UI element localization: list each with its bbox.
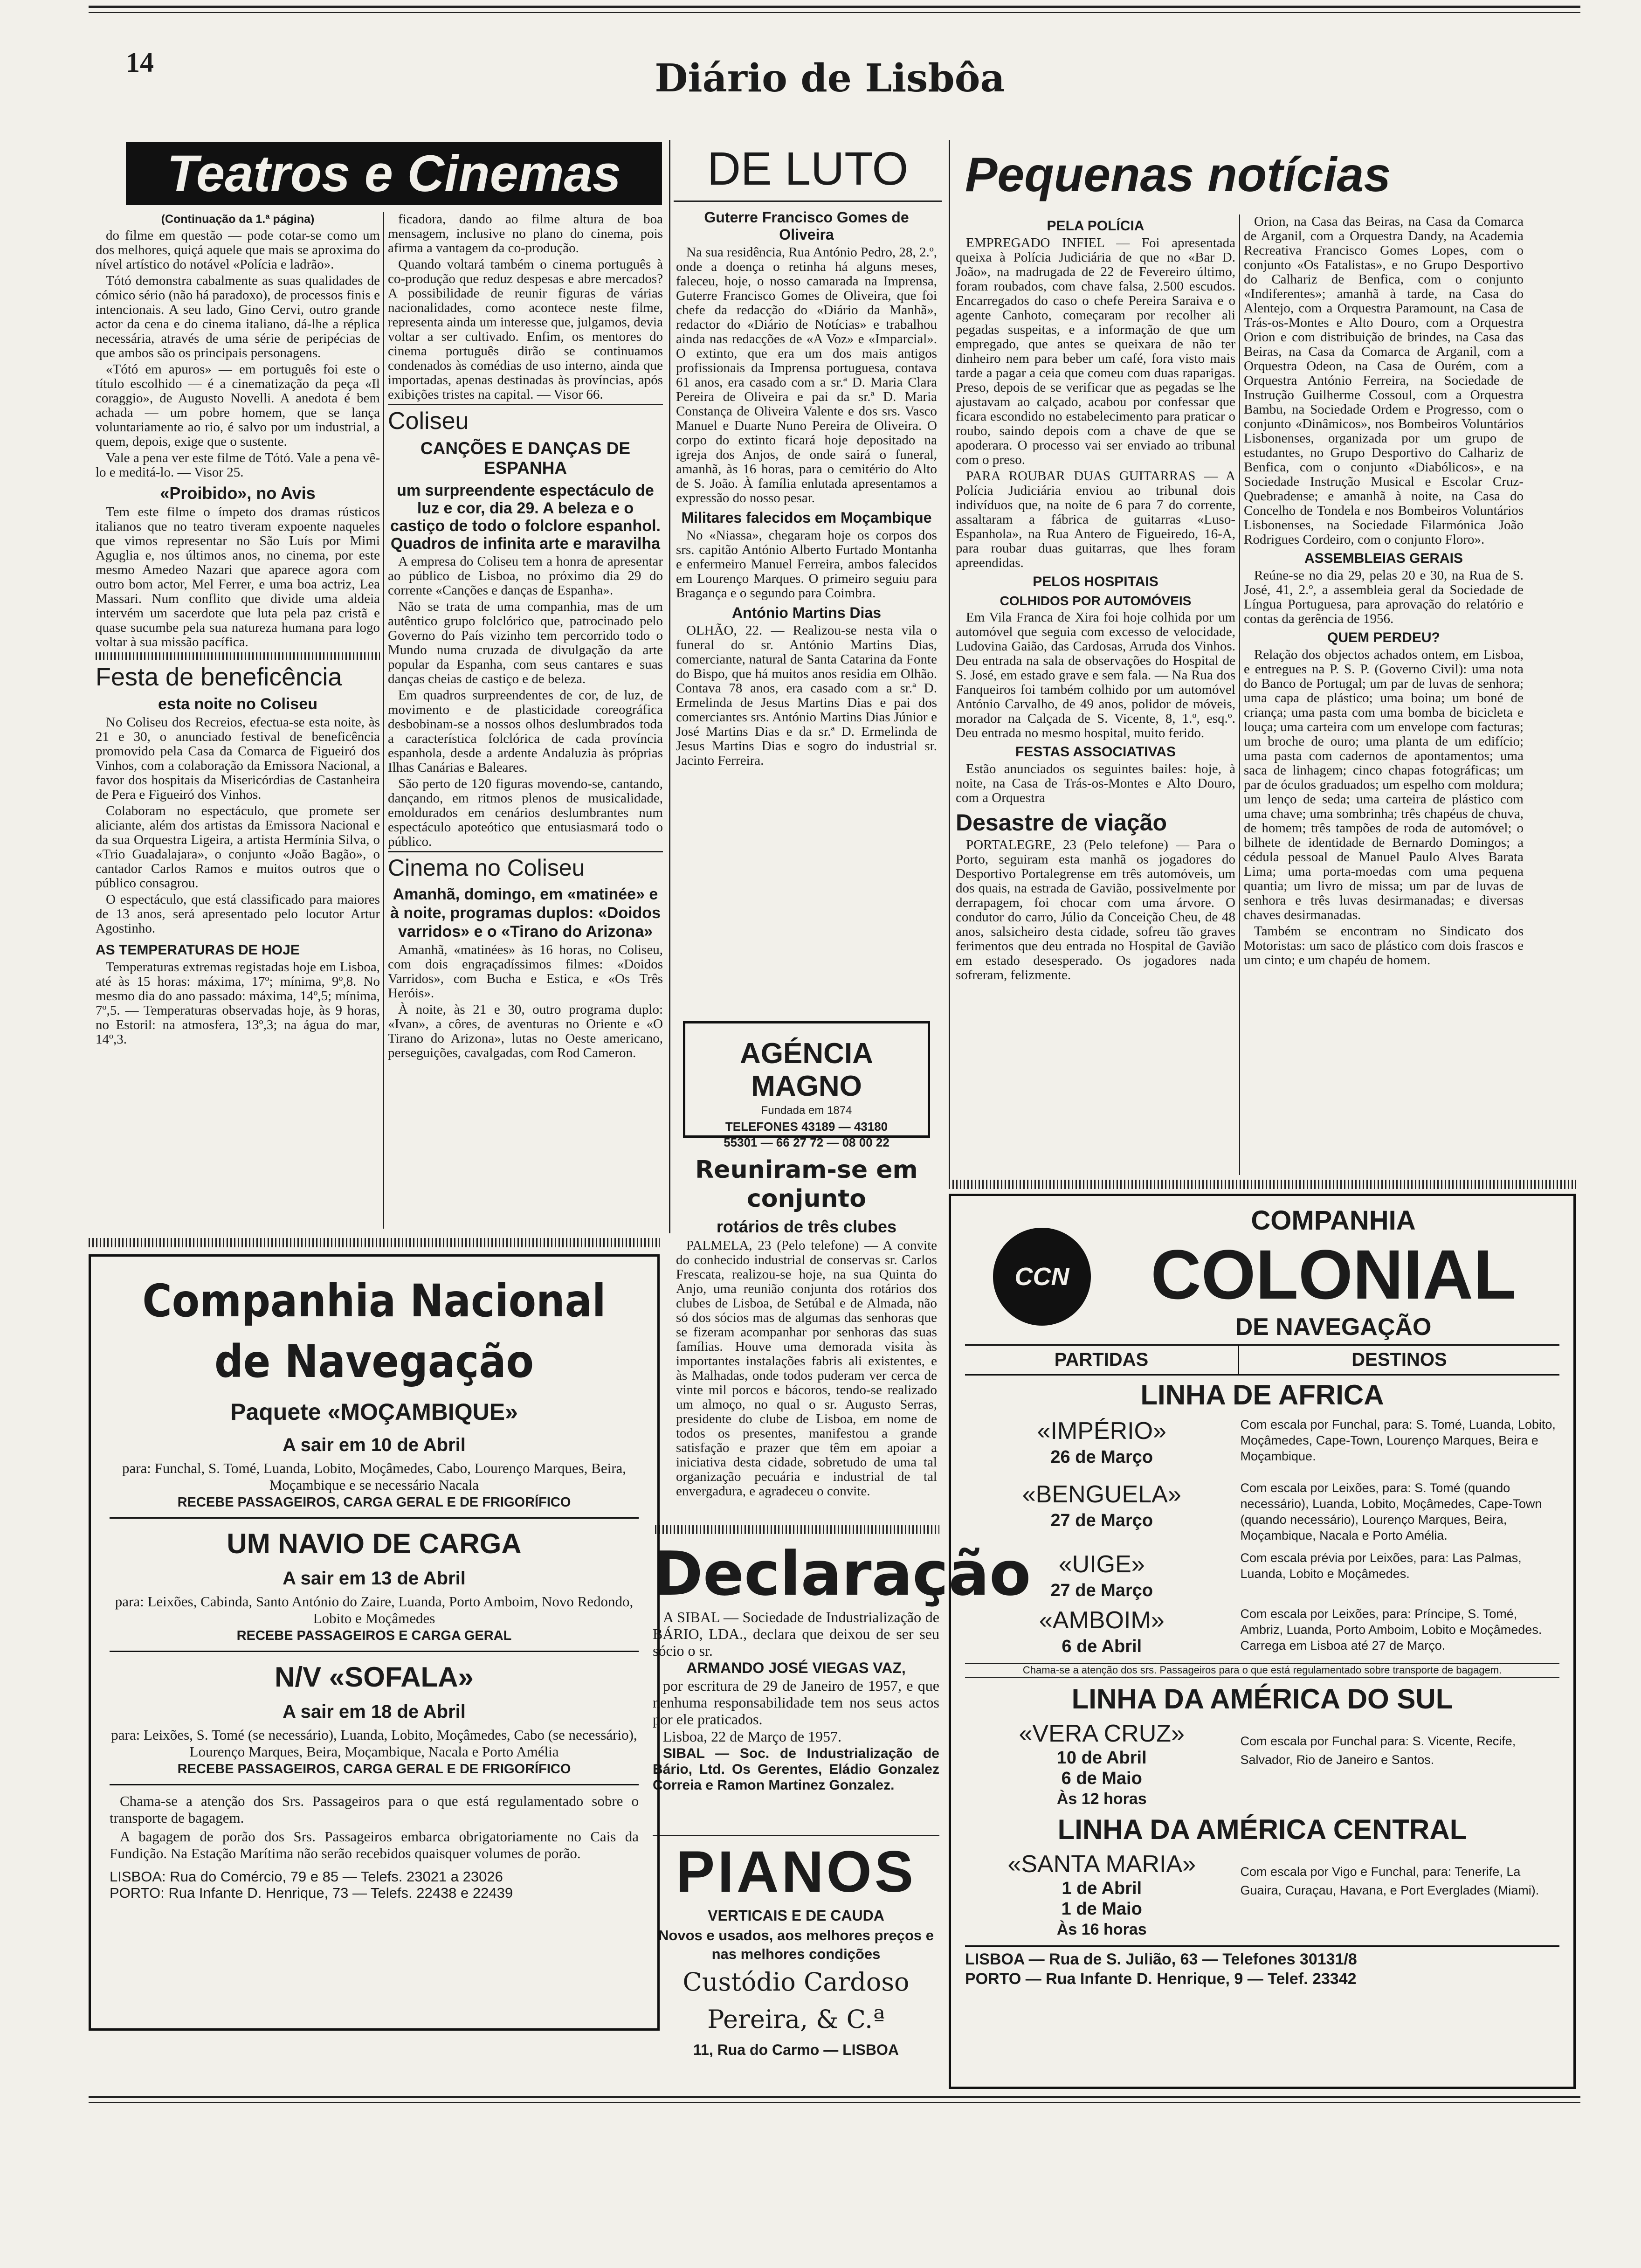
text-block: No Coliseu dos Recreios, efectua-se esta noite, às 21 e 30, o anunciado festival de beneficência promovido pela Casa da Comarca de Figueiró dos Vinhos, com a colaboração da Emissora Nacional, a favor dos hospitais da Misericórdias de Castanheira de Pera e Figueiró dos Vinhos. <box>96 715 380 802</box>
pianos-line: Novos e usados, aos melhores preços e nas melhores condições <box>658 1927 934 1962</box>
text-block: do filme em questão — pode cotar-se como um dos melhores, quiçá aquele que mais se aproxima do nível artístico do notável «Polícia e ladrão». <box>96 228 380 272</box>
text-block: «Tótó em apuros» — em português foi este o título escolhido — é a cinematização da peça «Il coraggio», de Augusto Novelli. A anedota é bem achada — um pobre homem, que se lança voluntariamente ao rio, é salvo por um industrial, a quem, depois, exige que o sustente. <box>96 362 380 449</box>
ship-name: «VERA CRUZ» <box>1019 1720 1185 1747</box>
route-row <box>965 1415 1559 1471</box>
ornamental-rule <box>89 1238 660 1247</box>
linha-sul: LINHA DA AMÉRICA DO SUL <box>1071 1683 1453 1715</box>
obituary-heading: Guterre Francisco Gomes de Oliveira <box>704 209 909 243</box>
text-block: PALMELA, 23 (Pelo telefone) — A convite do conhecido industrial de conservas sr. Carlos Frescata, realizou-se hoje, na sua Quinta do Anjo, uma reunião conjunta dos rotários dos clubes de Lisboa, de Setúbal e de Almada, não só dos sócios mas de algumas das senhoras que se fizeram acompanhar por senhoras das suas famílias. Houve uma demorada visita às importantes instalações fabris ali existentes, e às Malhadas, onde todos puderam ver cerca de vinte mil porcos e bácoros, tendo-se realizado um almoço, no qual o sr. Augusto Serras, presidente do clube de Lisboa, em nome de todos os presentes, manifestou a grande satisfação e prazer que têm em apoiar a iniciativa desta cidade, sobretudo de uma tal organização pecuária e industrial de tal envergadura, e agradeceu o convite. <box>676 1238 937 1499</box>
text-block: PORTALEGRE, 23 (Pelo telefone) — Para o Porto, seguiram esta manhã os jogadores do Desportivo Portalegrense em três automóveis, um dos quais, na estrada de Gavião, possivelmente por derrapagem, foi chocar com uma árvore. O condutor do carro, Júlio da Conceição Cheu, de 48 anos, salsicheiro desta cidade, sofreu tão graves ferimentos que deu entrada no Hospital de Gavião em estado desesperado. Os jogadores nada sofreram, felizmente. <box>956 837 1235 982</box>
rotarios-subheading: rotários de três clubes <box>716 1217 897 1236</box>
desastre-heading: Desastre de viação <box>956 809 1167 836</box>
route-destinations: Com escala por Funchal, para: S. Tomé, Luanda, Lobito, Moçâmedes, Cape-Town, Lourenço Marques, Beira e Moçambique. <box>1240 1418 1556 1463</box>
text-block: Na sua residência, Rua António Pedro, 28, 2.º, onde a doença o retinha há alguns meses, faleceu, hoje, o nosso camarada na Imprensa, Guterre Francisco Gomes de Oliveira, que foi chefe da redacção do «Diário da Manhã», redactor do «Diário de Notícias» e trabalhou ainda nas redacções de «A Voz» e «Imparcial». O extinto, que era um dos mais antigos profissionais da Imprensa portuguesa, contava 61 anos, era casado com a sr.ª D. Maria Clara Pereira de Oliveira e pai da sr.ª D. Maria Constança de Oliveira Valente e dos srs. Vasco Manuel e Duarte Nuno Pereira de Oliveira. O corpo do extinto ficará hoje depositado na igreja dos Anjos, de onde sairá o funeral, amanhã, às 16 horas, para o cemitério do Alto de S. João. À família enlutada apresentamos a expressão do nosso pesar. <box>676 245 937 505</box>
route-row <box>965 1545 1559 1604</box>
text-block: OLHÃO, 22. — Realizou-se nesta vila o funeral do sr. António Martins Dias, comerciante, natural de Santa Catarina da Fonte do Bispo, que há muitos anos residia em Olhão. Contava 78 anos, era casado com a sr.ª D. Ermelinda de Jesus Martins Dias e pai dos comerciantes srs. António Martins Dias Júnior e José Martins Dias e da sr.ª D. Ermelinda de Jesus Martins Dias e sogro do industrial sr. Jacinto Ferreira. <box>676 623 937 768</box>
text-block: São perto de 120 figuras movendo-se, cantando, dançando, em ritmos plenos de musicalidade, emoldurados em cenários deslumbrantes num espectáculo apoteótico que entusiasmará todo o público. <box>388 776 663 849</box>
teatros-banner: Teatros e Cinemas <box>126 142 662 205</box>
noticias-col-2 <box>1244 214 1524 1180</box>
ship-route: para: Leixões, S. Tomé (se necessário), Luanda, Lobito, Moçâmedes, Cabo (se necessário), Lourenço Marques, Beira, Moçambique, Nacala e Porto Amélia <box>111 1727 637 1760</box>
ship-date: 26 de Março <box>1050 1447 1153 1467</box>
pianos-title: PIANOS <box>676 1839 917 1904</box>
ship-date: 6 de Abril <box>1062 1637 1142 1656</box>
pianos-subtitle: VERTICAIS E DE CAUDA <box>708 1907 884 1924</box>
declaracao-ad <box>653 1538 1031 1828</box>
text-block: EMPREGADO INFIEL — Foi apresentada queixa à Polícia Judiciária de que no «Bar D. João», na madrugada de 22 de Fevereiro último, foram roubados, com chave falsa, 2.500 escudos. Encarregados do caso o chefe Pereira Saraiva e o agente Canhoto, começaram por recolher ali pegadas suspeitas, e a informação de que um empregado, que antes se queixara de não ter dinheiro nem para beber um café, fora visto mais tarde a pagar a ceia que comeu com duas raparigas. Preso, depois de se verificar que as pegadas se lhe ajustavam ao calçado, acabou por confessar que ficara escondido no estabelecimento para praticar o roubo, saindo depois com a chave de que se apoderara. O processo vai ser enviado ao tribunal com o preso. <box>956 235 1235 467</box>
ccn-logo: CCN <box>993 1228 1091 1326</box>
text-block: por escritura de 29 de Janeiro de 1957, e que nenhuma responsabilidade tem nos seus actos por ele praticados. <box>653 1677 939 1728</box>
section-heading: PELOS HOSPITAIS <box>1033 574 1158 589</box>
column-divider <box>383 212 384 1229</box>
cancoes-heading: CANÇÕES E DANÇAS DE ESPANHA <box>420 439 631 477</box>
text-block: A SIBAL — Sociedade de Industrialização de BÁRIO, LDA., declara que deixou de ser seu sócio o sr. <box>653 1609 939 1659</box>
ship-name: Paquete «MOÇAMBIQUE» <box>230 1399 518 1425</box>
ornamental-rule <box>949 1180 1576 1189</box>
agencia-phones: TELEFONES 43189 — 43180 <box>725 1120 888 1134</box>
ccn-column-header <box>965 1344 1559 1376</box>
ship-date: 6 de Maio <box>1061 1769 1142 1788</box>
text-block: Orion, na Casa das Beiras, na Casa da Comarca de Arganil, com a Orquestra Dandy, na Academia Recreativa Francisco Gomes Lopes, com o conjunto «Os Fatalistas», e no Grupo Desportivo do Calhariz de Benfica, com o conjunto «Indiferentes»; amanhã à tarde, na Casa do Alentejo, com a Orquestra Paramount, na Casa de Trás-os-Montes e Alto Douro, com a Orquestra Orion e com distribuição de brindes, na Casa das Beiras, na Casa da Comarca de Arganil, com a Orquestra Odeon, na Casa de Ourém, com a Orquestra António Ferreira, na Sociedade de Instrução Guilherme Cossoul, com a Orquestra Bambu, na Sociedade Ordem e Progresso, com o conjunto «Dinâmicos», nos Bombeiros Voluntários Lisbonenses, organizada por um grupo de estudantes, no Grupo Desportivo do Calhariz de Benfica, com o conjunto «Diabólicos», e na Sociedade Instrução Musical e Escolar Cruz-Quebradense; e amanhã à noite, na Casa do Concelho de Tondela e nos Bombeiros Voluntários Lisbonenses, na Sociedade Filarmónica João Rodrigues Cordeiro, com o conjunto Floro». <box>1244 214 1524 547</box>
rotarios-article <box>676 1152 937 1520</box>
festa-subheading: esta noite no Coliseu <box>158 695 317 713</box>
text-block: A empresa do Coliseu tem a honra de apresentar ao público de Lisboa, no próximo dia 29 do corrente «Canções e danças de Espanha». <box>388 554 663 598</box>
section-heading: ASSEMBLEIAS GERAIS <box>1304 551 1463 566</box>
cnn-title: Companhia Nacional de Navegação <box>142 1275 606 1388</box>
ccn-lisboa-address: LISBOA — Rua de S. Julião, 63 — Telefones 30131/8 <box>965 1950 1357 1968</box>
ccn-title-small: COMPANHIA <box>1251 1205 1416 1236</box>
text-block: Vale a pena ver este filme de Tótó. Vale a pena vê-lo e meditá-lo. — Visor 25. <box>96 450 380 480</box>
partidas-header: PARTIDAS <box>965 1345 1239 1375</box>
route-destinations: Com escala prévia por Leixões, para: Las Palmas, Luanda, Lobito e Moçâmedes. <box>1240 1551 1522 1581</box>
agencia-name: AGÉNCIA MAGNO <box>740 1037 873 1102</box>
text-block: Quando voltará também o cinema português à co-produção que reduz despesas e abre mercados? A possibilidade de reunir figuras de várias nacionalidades, como acontece neste filme, representa ainda um interesse que, julgamos, devia voltar a ser cultivado. Enfim, os mentores do cinema português dirão se continuamos condenados às comédias de uso interno, ainda que importadas, apenas destinadas às províncias, após exibições tristes na capital. — Visor 66. <box>388 257 663 402</box>
obituary-heading: Militares falecidos em Moçambique <box>681 509 932 526</box>
luto-banner: DE LUTO <box>707 143 909 195</box>
ship-date: 1 de Maio <box>1061 1899 1142 1919</box>
ship-route: para: Leixões, Cabinda, Santo António do Zaire, Luanda, Porto Amboim, Novo Redondo, Lobito e Moçâmedes <box>115 1593 634 1626</box>
route-destinations: Com escala por Vigo e Funchal, para: Tenerife, La Guaira, Curaçau, Havana, e Port Everglades (Miami). <box>1240 1865 1539 1897</box>
text-block: Estão anunciados os seguintes bailes: hoje, à noite, na Casa de Trás-os-Montes e Alto Douro, com a Orquestra <box>956 761 1235 805</box>
cnn-lisboa-address: LISBOA: Rua do Comércio, 79 e 85 — Telefs. 23021 a 23026 <box>110 1868 503 1885</box>
ship-date: 10 de Abril <box>1056 1748 1147 1768</box>
bottom-rule-thin <box>89 2102 1580 2103</box>
ship-date: A sair em 18 de Abril <box>283 1701 466 1722</box>
ship-name: «BENGUELA» <box>1022 1481 1181 1508</box>
text-block: Em quadros surpreendentes de cor, de luz, de movimento e de plasticidade coreográfica desbobinam-se a nossos olhos deslumbrados toda a característica folclórica de cada província espanhola, desde a ardente Andaluzia às próprias Ilhas Canárias e Baleares. <box>388 688 663 775</box>
route-table <box>965 1718 1559 1811</box>
festa-heading: Festa de beneficência <box>96 663 342 691</box>
ship-name: «AMBOIM» <box>1039 1607 1165 1634</box>
route-destinations: Com escala por Leixões, para: Príncipe, S. Tomé, Ambriz, Luanda, Porto Amboim, Lobito e Moçâmedes. Carrega em Lisboa até 27 de Março. <box>1240 1607 1542 1653</box>
noticias-col-1 <box>956 214 1235 1180</box>
temperaturas-heading: AS TEMPERATURAS DE HOJE <box>96 942 300 958</box>
teatros-col-2 <box>388 212 663 1233</box>
ship-name: «UIGE» <box>1058 1551 1145 1578</box>
teatros-col-1 <box>96 212 380 1233</box>
text-block: Em Vila Franca de Xira foi hoje colhida por um automóvel que seguia com excesso de velocidade, Ludovina Gaião, das Cardosas, Arruda dos Vinhos. Deu entrada na sala de observações do Hospital de S. José, em estado grave e sem fala. — Na Rua dos Fanqueiros foi também colhido por um automóvel António Carvalho, de 49 anos, polidor de móveis, morador na Calçada de S. Vicente, 8, 1.º, esq.º. Deu entrada no mesmo hospital, muito ferido. <box>956 610 1235 740</box>
top-rule <box>89 6 1580 8</box>
masthead: Diário de Lisbôa <box>655 56 1005 101</box>
continuation-note: (Continuação da 1.ª página) <box>161 213 315 226</box>
route-table <box>965 1848 1559 1942</box>
text-block: Amanhã, «matinées» às 16 horas, no Coliseu, com dois engraçadíssimos filmes: «Doidos Varridos», com Bucha e Estica, e «Os Três Heróis». <box>388 942 663 1001</box>
ship-name: N/V «SOFALA» <box>275 1661 474 1693</box>
ship-name: «IMPÉRIO» <box>1037 1418 1166 1445</box>
coliseu-label: Coliseu <box>388 404 663 435</box>
text-block: Colaboram no espectáculo, que promete ser aliciante, além dos artistas da Emissora Nacional e da sua Orquestra Ligeira, a artista Hermínia Silva, o «Trio Guadalajara», o conjunto «João Bagão», o cantador Carlos Ramos e muitos outros que o público consagrou. <box>96 803 380 891</box>
section-heading: QUEM PERDEU? <box>1327 630 1440 645</box>
ship-date: 27 de Março <box>1050 1511 1153 1530</box>
text-block: Relação dos objectos achados ontem, em Lisboa, e entregues na P. S. P. (Governo Civil): uma nota do Banco de Portugal; um par de luvas de senhora; uma capa de plástico; uma boina; um boné de criança; uma pasta com uma bomba de bicicleta e louça; uma carteira com um envelope com facturas; um broche de ouro; uma planta de um edifício; uma pasta com cadernos de apontamentos; uma saca de linhagem; cinco chapas fotográficas; um par de óculos graduados; um espelho com moldura; um lenço de seda; uma carteira de plástico com uma chave; uma sombrinha; três chapéus de chuva, de homem; três tampões de roda de automóvel; o bilhete de identidade de Bernardo Domingos; a cédula pessoal de Manuel Paulo Alves Barata Lima; uma porta-moedas com uma pequena quantia; um livro de missa; um par de luvas de senhora e três luvas desirmanadas; e diversas chaves desirmanadas. <box>1244 647 1524 922</box>
text-block: Reúne-se no dia 29, pelas 20 e 30, na Rua de S. José, 41, 2.º, a assembleia geral da Sociedade de Língua Portuguesa, para aprovação do relatório e contas da gerência de 1956. <box>1244 568 1524 626</box>
route-row <box>965 1471 1559 1545</box>
ship-route: para: Funchal, S. Tomé, Luanda, Lobito, Moçâmedes, Cabo, Lourenço Marques, Beira, Moçambique e se necessário Nacala <box>122 1460 627 1493</box>
ccn-porto-address: PORTO — Rua Infante D. Henrique, 9 — Telef. 23342 <box>965 1970 1357 1988</box>
declaracao-signature: SIBAL — Soc. de Industrialização de Bário, Ltd. Os Gerentes, Eládio Gonzalez Correia e Ramon Martinez Gonzalez. <box>653 1746 939 1793</box>
text-block: ficadora, dando ao filme altura de boa mensagem, inclusive no plano do cinema, pois afirma a vantagem da co-produção. <box>388 212 663 256</box>
text-block: Também se encontram no Sindicato dos Motoristas: um saco de plástico com dois frascos e um cinto; e um chapéu de homem. <box>1244 924 1524 968</box>
ship-date: 1 de Abril <box>1062 1879 1142 1898</box>
route-row <box>965 1718 1559 1811</box>
text-block: Não se trata de uma companhia, mas de um autêntico grupo folclórico que, patrocinado pelo Governo do País vizinho tem percorrido todo o Mundo numa cruzada de divulgação da arte popular da Espanha, com seus cantares e suas danças cheias de castiço e de beleza. <box>388 599 663 686</box>
linha-africa: LINHA DE AFRICA <box>1140 1379 1384 1411</box>
section-subheading: COLHIDOS POR AUTOMÓVEIS <box>1000 594 1192 608</box>
text-block: Temperaturas extremas registadas hoje em Lisboa, até às 15 horas: máxima, 17º; mínima, 9º,8. No mesmo dia do ano passado: máxima, 14º,5; mínima, 7º,5. — Temperaturas observadas hoje, às 9 horas, no Estoril: na atmosfera, 13º,3; na água do mar, 14º,3. <box>96 960 380 1047</box>
route-destinations: Com escala por Leixões, para: S. Tomé (quando necessário), Luanda, Lobito, Moçâmedes, Cape-Town (quando necessário), Lourenço Marques, Beira, Moçambique, Nacala e Porto Amélia. <box>1240 1481 1542 1542</box>
text-block: À noite, às 21 e 30, outro programa duplo: «Ivan», a côres, de aventuras no Oriente e «O Tirano do Arizona», lutas no Oeste americano, perseguições, cavalgadas, com Rod Cameron. <box>388 1002 663 1060</box>
cinema-label: Cinema no Coliseu <box>388 851 663 881</box>
section-rule <box>653 1835 939 1836</box>
text-block: Tótó demonstra cabalmente as suas qualidades de cómico sério (não há paradoxo), de processos finis e intencionais. A seu lado, Gino Cervi, outro grande actor da cena e do cinema italiano, dá-lhe a réplica necessária, através de uma série de peripécias de que ambos são os principais personagens. <box>96 273 380 360</box>
text-block: No «Niassa», chegaram hoje os corpos dos srs. capitão António Alberto Furtado Montanha e enfermeiro Manuel Ferreira, ambos falecidos em Lourenço Marques. O primeiro seguiu para Bragança e o segundo para Coimbra. <box>676 528 937 601</box>
ship-time: Às 16 horas <box>1056 1921 1147 1938</box>
noticias-banner: Pequenas notícias <box>965 148 1391 202</box>
declaracao-title: Declaração <box>653 1538 1031 1609</box>
pianos-shop: Custódio Cardoso Pereira, & C.ª <box>683 1967 910 2034</box>
ship-date: A sair em 13 de Abril <box>283 1568 466 1589</box>
ornamental-rule <box>96 652 380 660</box>
proibido-heading: «Proibido», no Avis <box>160 484 316 503</box>
ccn-title-big: COLONIAL <box>1151 1235 1516 1314</box>
ship-cargo-note: RECEBE PASSAGEIROS, CARGA GERAL E DE FRIGORÍFICO <box>177 1495 571 1510</box>
route-destinations: Com escala por Funchal para: S. Vicente, Recife, Salvador, Rio de Janeiro e Santos. <box>1240 1734 1516 1767</box>
declaracao-name: ARMANDO JOSÉ VIEGAS VAZ, <box>686 1660 906 1676</box>
pianos-ad <box>653 1839 939 2059</box>
cancoes-subheading: um surpreendente espectáculo de luz e cor, dia 29. A beleza e o castiço de todo o folclore espanhol. Quadros de infinita arte e maravilha <box>390 482 661 553</box>
declaracao-date: Lisboa, 22 de Março de 1957. <box>663 1728 842 1745</box>
baggage-note: Chama-se a atenção dos Srs. Passageiros para o que está regulamentado sobre o transporte de bagagem. <box>110 1793 639 1826</box>
column-divider <box>669 140 670 1233</box>
ship-name: «SANTA MARIA» <box>1007 1851 1196 1878</box>
top-rule-thin <box>89 12 1580 13</box>
agencia-founded: Fundada em 1874 <box>761 1104 852 1117</box>
bottom-rule <box>89 2096 1580 2098</box>
ship-cargo-note: RECEBE PASSAGEIROS E CARGA GERAL <box>236 1628 512 1643</box>
luto-rule <box>674 201 942 202</box>
section-heading: PELA POLÍCIA <box>1047 218 1145 234</box>
section-heading: FESTAS ASSOCIATIVAS <box>1015 744 1176 760</box>
ship-cargo-note: RECEBE PASSAGEIROS, CARGA GERAL E DE FRIGORÍFICO <box>177 1762 571 1777</box>
luto-column <box>676 205 937 961</box>
route-row <box>965 1604 1559 1660</box>
linha-central: LINHA DA AMÉRICA CENTRAL <box>1057 1814 1467 1845</box>
cnn-ad <box>89 1254 660 2031</box>
ship-time: Às 12 horas <box>1056 1790 1147 1808</box>
agencia-magno-ad <box>683 1021 930 1149</box>
page-number: 14 <box>126 47 154 78</box>
obituary-heading: António Martins Dias <box>731 604 881 621</box>
ship-date: A sair em 10 de Abril <box>283 1435 466 1455</box>
route-row <box>965 1848 1559 1942</box>
ship-date: 27 de Março <box>1050 1581 1153 1600</box>
column-divider <box>949 140 950 1180</box>
ccn-header <box>965 1204 1559 1344</box>
text-block: PARA ROUBAR DUAS GUITARRAS — A Polícia Judiciária enviou ao tribunal dois indivíduos que, na noite de 6 para 7 do corrente, assaltaram a fábrica de guitarras «Luso-Espanhola», na Rua Antero de Figueiredo, 16-A, para roubar duas guitarras, que lhes foram apreendidas. <box>956 469 1235 570</box>
text-block: Tem este filme o ímpeto dos dramas rústicos italianos que no teatro tiveram expoente naqueles que vimos representar no São Luís por Mimi Aguglia e, nos últimos anos, no cinema, por este mesmo Amedeo Nazari que aparece agora com outro bom actor, Mel Ferrer, e uma boa actriz, Lea Massari. Num conflito que divide uma aldeia intervém um sacerdote que luta pela paz cristã e quase sucumbe pela sua natureza humana para logo voltar à sua missão pacífica. <box>96 505 380 650</box>
baggage-note: A bagagem de porão dos Srs. Passageiros embarca obrigatoriamente no Cais da Fundição. Na Estação Marítima não serão recebidos quaisquer volumes de porão. <box>110 1828 639 1861</box>
text-block: O espectáculo, que está classificado para maiores de 13 anos, será apresentado pelo locutor Artur Agostinho. <box>96 892 380 936</box>
column-divider <box>1239 214 1240 1175</box>
ornamental-rule <box>655 1525 939 1534</box>
route-table <box>965 1415 1559 1660</box>
ship-name: UM NAVIO DE CARGA <box>227 1528 522 1559</box>
ccn-baggage-note: Chama-se a atenção dos srs. Passageiros para o que está regulamentado sobre transporte de bagagem. <box>965 1663 1559 1678</box>
destinos-header: DESTINOS <box>1351 1349 1447 1370</box>
cinema-subheading: Amanhã, domingo, em «matinée» e à noite, programas duplos: «Doidos varridos» e o «Tirano do Arizona» <box>390 885 661 940</box>
pianos-address: 11, Rua do Carmo — LISBOA <box>693 2041 899 2058</box>
ccn-ad <box>949 1194 1576 2089</box>
rotarios-heading: Reuniram-se em conjunto <box>695 1156 918 1213</box>
agencia-phones: 55301 — 66 27 72 — 08 00 22 <box>724 1135 889 1149</box>
cnn-porto-address: PORTO: Rua Infante D. Henrique, 73 — Telefs. 22438 e 22439 <box>110 1885 513 1901</box>
ccn-title-sub: DE NAVEGAÇÃO <box>1235 1314 1432 1341</box>
